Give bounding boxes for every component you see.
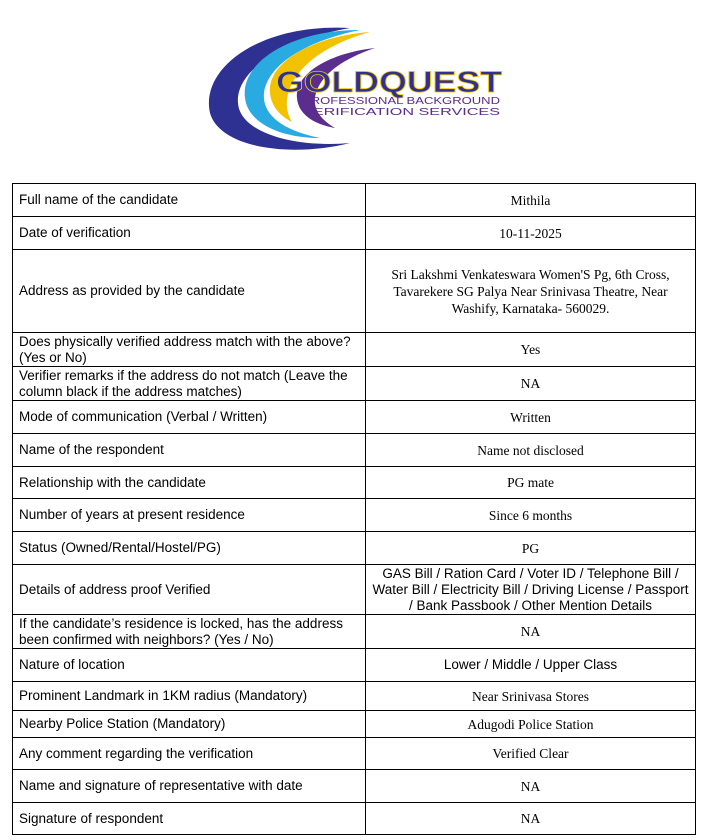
row-label: Does physically verified address match with the above? (Yes or No): [13, 333, 366, 367]
table-row: [13, 217, 696, 250]
table-row: [13, 565, 696, 615]
row-value: Mithila: [366, 184, 696, 217]
row-label: Any comment regarding the verification: [13, 738, 366, 770]
row-label: Signature of respondent: [13, 803, 366, 835]
table-row: [13, 499, 696, 532]
table-row: [13, 434, 696, 467]
row-value: Adugodi Police Station: [366, 711, 696, 738]
row-value: NA: [366, 770, 696, 803]
row-value: 10-11-2025: [366, 217, 696, 250]
address-verification-table: [12, 183, 696, 835]
row-label: Details of address proof Verified: [13, 565, 366, 615]
row-value: Sri Lakshmi Venkateswara Women'S Pg, 6th Cross, Tavarekere SG Palya Near Srinivasa Theatre, Near Washify, Karnataka- 560029.: [366, 250, 696, 333]
table-row: [13, 649, 696, 682]
goldquest-logo: [200, 18, 510, 158]
table-row: [13, 803, 696, 835]
row-label: Full name of the candidate: [13, 184, 366, 217]
row-value: Name not disclosed: [366, 434, 696, 467]
table-row: [13, 711, 696, 738]
row-label: Prominent Landmark in 1KM radius (Mandatory): [13, 682, 366, 711]
row-label: Number of years at present residence: [13, 499, 366, 532]
logo-tagline-2: VERIFICATION SERVICES: [302, 107, 501, 118]
table-row: [13, 333, 696, 367]
row-label: Address as provided by the candidate: [13, 250, 366, 333]
row-value: Lower / Middle / Upper Class: [366, 649, 696, 682]
table-row: [13, 770, 696, 803]
row-value: Near Srinivasa Stores: [366, 682, 696, 711]
table-row: [13, 367, 696, 401]
goldquest-logo-graphic: [200, 18, 510, 158]
row-value: Since 6 months: [366, 499, 696, 532]
row-label: If the candidate’s residence is locked, has the address been confirmed with neighbors? (Yes / No): [13, 615, 366, 649]
row-label: Status (Owned/Rental/Hostel/PG): [13, 532, 366, 565]
row-value: PG: [366, 532, 696, 565]
table-row: [13, 467, 696, 499]
table-row: [13, 250, 696, 333]
logo-tagline-1: PROFESSIONAL BACKGROUND: [302, 96, 500, 107]
row-label: Date of verification: [13, 217, 366, 250]
table-row: [13, 184, 696, 217]
row-value: NA: [366, 803, 696, 835]
row-label: Nearby Police Station (Mandatory): [13, 711, 366, 738]
row-label: Name and signature of representative with date: [13, 770, 366, 803]
table-row: [13, 682, 696, 711]
table-row: [13, 532, 696, 565]
row-label: Verifier remarks if the address do not match (Leave the column black if the address matches): [13, 367, 366, 401]
row-value: NA: [366, 615, 696, 649]
table-row: [13, 401, 696, 434]
row-label: Nature of location: [13, 649, 366, 682]
row-value: NA: [366, 367, 696, 401]
row-value: Verified Clear: [366, 738, 696, 770]
logo-brand: GOLDQUEST: [276, 66, 502, 99]
row-value: PG mate: [366, 467, 696, 499]
table-row: [13, 738, 696, 770]
row-value: Yes: [366, 333, 696, 367]
table-row: [13, 615, 696, 649]
row-label: Relationship with the candidate: [13, 467, 366, 499]
row-label: Name of the respondent: [13, 434, 366, 467]
row-value: Written: [366, 401, 696, 434]
row-label: Mode of communication (Verbal / Written): [13, 401, 366, 434]
row-value: GAS Bill / Ration Card / Voter ID / Telephone Bill / Water Bill / Electricity Bill / Driving License / Passport / Bank Passbook / Other Mention Details: [366, 565, 696, 615]
